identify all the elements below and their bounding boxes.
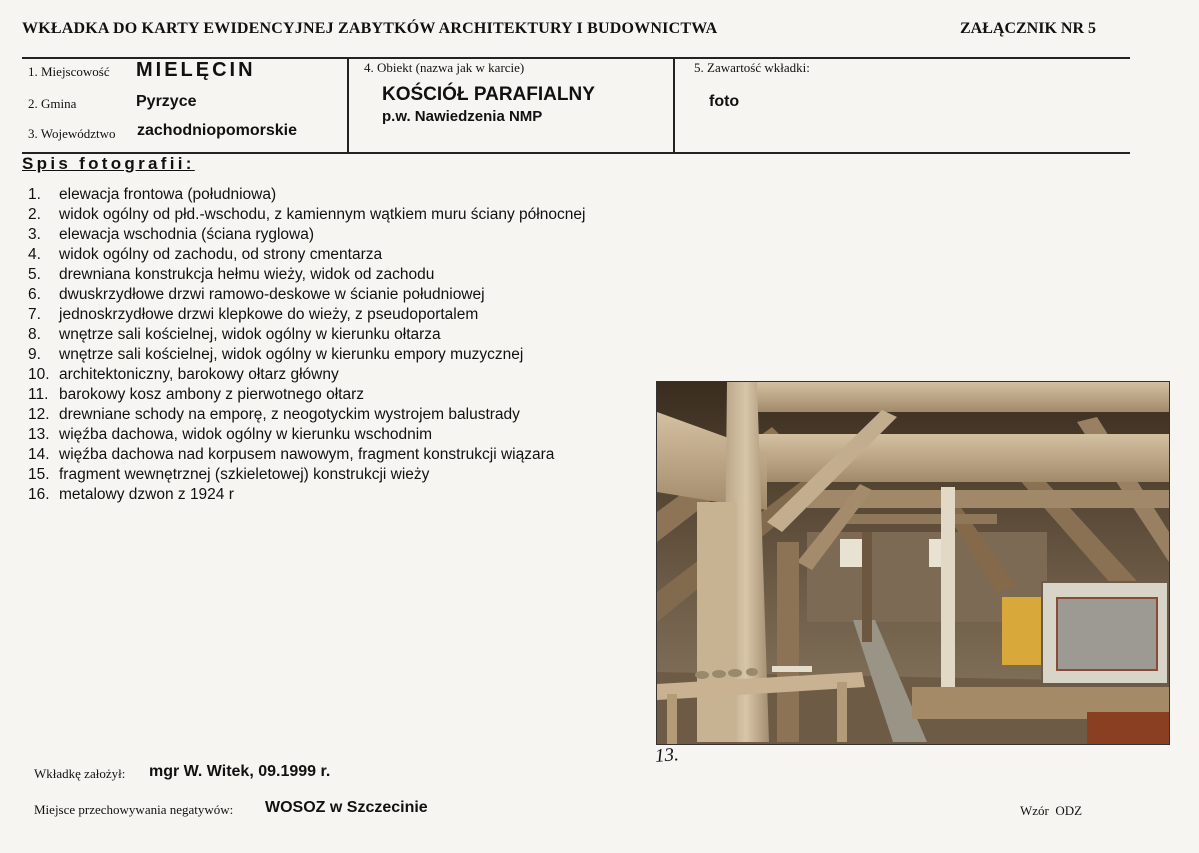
item-text: metalowy dzwon z 1924 r xyxy=(59,486,234,503)
list-item xyxy=(28,185,585,205)
object-label: 4. Obiekt (nazwa jak w karcie) xyxy=(364,60,525,75)
object-name: KOŚCIÓŁ PARAFIALNY xyxy=(382,84,595,105)
form-divider-2 xyxy=(673,57,675,154)
contents-value: foto xyxy=(709,93,740,110)
item-text: elewacja wschodnia (ściana ryglowa) xyxy=(59,226,315,243)
list-item xyxy=(28,285,585,305)
list-item xyxy=(28,245,585,265)
photo-list xyxy=(28,185,585,505)
center-post xyxy=(941,487,955,690)
item-number: 10. xyxy=(28,366,50,383)
commune-label: 2. Gmina xyxy=(28,96,77,111)
list-item xyxy=(28,205,585,225)
item-text: wnętrze sali kościelnej, widok ogólny w kierunku ołtarza xyxy=(59,326,441,343)
item-text: fragment wewnętrznej (szkieletowej) konstrukcji wieży xyxy=(59,466,430,483)
founder-value: mgr W. Witek, 09.1999 r. xyxy=(149,763,331,780)
item-text: jednoskrzydłowe drzwi klepkowe do wieży, z pseudoportalem xyxy=(59,306,479,323)
form-divider-1 xyxy=(347,57,349,154)
far-window xyxy=(840,539,864,567)
collar-beam xyxy=(752,434,1169,482)
list-item xyxy=(28,445,585,465)
item-number: 7. xyxy=(28,306,41,323)
purlin-far xyxy=(837,514,997,524)
list-item xyxy=(28,225,585,245)
item-text: widok ogólny od płd.-wschodu, z kamiennym wątkiem muru ściany północnej xyxy=(59,206,586,223)
list-item xyxy=(28,385,585,405)
list-item xyxy=(28,465,585,485)
item-number: 2. xyxy=(28,206,41,223)
photo-list-heading: Spis fotografii: xyxy=(22,154,195,173)
locality-label: 1. Miejscowość xyxy=(28,64,110,79)
photo-caption: 13. xyxy=(654,744,680,767)
list-item xyxy=(28,365,585,385)
item-text: drewniana konstrukcja hełmu wieży, widok od zachodu xyxy=(59,266,435,283)
contents-label: 5. Zawartość wkładki: xyxy=(694,60,810,75)
item-number: 3. xyxy=(28,226,41,243)
item-text: widok ogólny od zachodu, od strony cmentarza xyxy=(59,246,383,263)
voivodeship-value: zachodniopomorskie xyxy=(137,122,298,139)
list-item xyxy=(28,405,585,425)
item-number: 16. xyxy=(28,486,50,503)
item-number: 11. xyxy=(28,386,49,403)
voivodeship-label: 3. Województwo xyxy=(28,126,116,141)
back-post xyxy=(777,542,799,742)
document-title: WKŁADKA DO KARTY EWIDENCYJNEJ ZABYTKÓW ARCHITEKTURY I BUDOWNICTWA xyxy=(22,20,718,37)
commune-value: Pyrzyce xyxy=(136,93,197,110)
item-number: 15. xyxy=(28,466,50,483)
yellow-planks xyxy=(1002,597,1042,665)
item-text: elewacja frontowa (południowa) xyxy=(59,186,277,203)
item-text: więźba dachowa, widok ogólny w kierunku wschodnim xyxy=(59,426,433,443)
list-item xyxy=(28,345,585,365)
item-number: 5. xyxy=(28,266,41,283)
item-number: 1. xyxy=(28,186,41,203)
item-number: 12. xyxy=(28,406,50,423)
locality-value: MIELĘCIN xyxy=(136,59,256,81)
storage-label: Miejsce przechowywania negatywów: xyxy=(34,802,234,817)
item-text: drewniane schody na emporę, z neogotyckim wystrojem balustrady xyxy=(59,406,520,423)
panel-inset xyxy=(1057,598,1157,670)
storage-value: WOSOZ w Szczecinie xyxy=(265,799,428,816)
list-item xyxy=(28,305,585,325)
item-text: dwuskrzydłowe drzwi ramowo-deskowe w ścianie południowej xyxy=(59,286,485,303)
item-number: 13. xyxy=(28,426,50,443)
list-item xyxy=(28,425,585,445)
object-subtitle: p.w. Nawiedzenia NMP xyxy=(382,108,543,125)
list-item xyxy=(28,325,585,345)
item-number: 9. xyxy=(28,346,41,363)
main-post-side xyxy=(697,502,737,742)
item-text: barokowy kosz ambony z pierwotnego ołtarz xyxy=(59,386,364,403)
item-text: wnętrze sali kościelnej, widok ogólny w kierunku empory muzycznej xyxy=(59,346,524,363)
bench-leg xyxy=(837,682,847,742)
annex-number: ZAŁĄCZNIK NR 5 xyxy=(960,20,1097,37)
red-board xyxy=(1087,712,1169,744)
list-item xyxy=(28,485,585,505)
item-text: architektoniczny, barokowy ołtarz główny xyxy=(59,366,339,383)
list-item xyxy=(28,265,585,285)
bench-leg xyxy=(667,694,677,744)
roof-truss-photo xyxy=(656,381,1170,745)
far-window xyxy=(929,539,941,567)
founder-label: Wkładkę założył: xyxy=(34,766,126,781)
item-number: 8. xyxy=(28,326,41,343)
item-text: więźba dachowa nad korpusem nawowym, fragment konstrukcji wiązara xyxy=(59,446,555,463)
back-post xyxy=(862,532,872,642)
template-code: Wzór ODZ xyxy=(1020,803,1083,818)
item-number: 6. xyxy=(28,286,41,303)
top-beam xyxy=(727,382,1169,412)
item-number: 4. xyxy=(28,246,41,263)
item-number: 14. xyxy=(28,446,50,463)
